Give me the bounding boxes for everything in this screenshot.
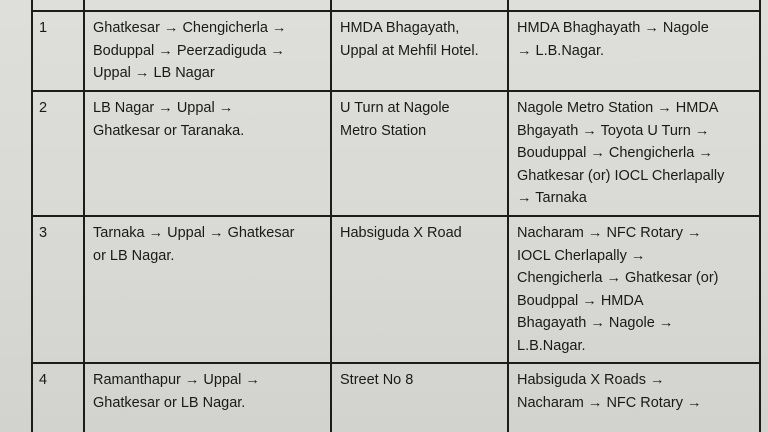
cell-line: or LB Nagar.: [93, 247, 175, 264]
cell-line: IOCL Cherlapally →: [517, 247, 646, 264]
cell-line: Chengicherla → Ghatkesar (or): [517, 270, 719, 286]
cell-line: → Tarnaka: [517, 190, 587, 206]
cell-line: Bhagayath → Nagole →: [517, 315, 674, 331]
table-row: [32, 363, 760, 432]
cell-line: Uppal → LB Nagar: [93, 65, 215, 81]
cell-line: Ghatkesar (or) IOCL Cherlapally: [517, 167, 725, 184]
cell-line: Tarnaka → Uppal → Ghatkesar: [93, 225, 295, 241]
row-number: 3: [32, 216, 84, 363]
header-cell-point: [331, 0, 508, 11]
cell-line: U Turn at Nagole: [340, 100, 450, 116]
route-cell: [508, 216, 760, 363]
point-cell: [331, 216, 508, 363]
vehicles-cell: [84, 11, 331, 91]
header-cell-vehicles: [84, 0, 331, 11]
cell-line: HMDA Bhagayath,: [340, 20, 460, 36]
cell-line: Nacharam → NFC Rotary →: [517, 394, 702, 411]
cell-line: Ghatkesar or LB Nagar.: [93, 394, 246, 411]
cell-line: Metro Station: [340, 122, 427, 139]
table-header-row: [32, 0, 760, 11]
cell-line: Boduppal → Peerzadiguda →: [93, 42, 285, 59]
row-number: 4: [32, 363, 84, 432]
row-number: 2: [32, 91, 84, 216]
point-cell: [331, 11, 508, 91]
row-number: 1: [32, 11, 84, 91]
cell-line: L.B.Nagar.: [517, 337, 586, 354]
table-row: [32, 11, 760, 91]
point-cell: [331, 363, 508, 432]
cell-line: → L.B.Nagar.: [517, 42, 605, 59]
vehicles-cell: [84, 363, 331, 432]
table-row: [32, 216, 760, 363]
vehicles-cell: [84, 91, 331, 216]
route-cell: [508, 91, 760, 216]
cell-line: Ghatkesar → Chengicherla →: [93, 20, 287, 36]
cell-line: HMDA Bhaghayath → Nagole: [517, 20, 709, 36]
point-cell: [331, 91, 508, 216]
header-cell-route: [508, 0, 760, 11]
cell-line: LB Nagar → Uppal →: [93, 100, 234, 116]
header-cell-sno: [32, 0, 84, 11]
route-cell: [508, 11, 760, 91]
cell-line: Ghatkesar or Taranaka.: [93, 122, 245, 139]
table-row: [32, 91, 760, 216]
vehicles-cell: [84, 216, 331, 363]
cell-line: Boudppal → HMDA: [517, 292, 644, 309]
cell-line: Habsiguda X Road: [340, 225, 462, 241]
cell-line: Ramanthapur → Uppal →: [93, 372, 260, 388]
cell-line: Bhgayath → Toyota U Turn →: [517, 122, 710, 139]
cell-line: Street No 8: [340, 372, 414, 388]
cell-line: Nagole Metro Station → HMDA: [517, 100, 719, 116]
cell-line: Bouduppal → Chengicherla →: [517, 145, 713, 161]
cell-line: Habsiguda X Roads →: [517, 372, 665, 388]
traffic-diversion-table: [31, 0, 761, 432]
cell-line: Uppal at Mehfil Hotel.: [340, 42, 479, 59]
route-cell: [508, 363, 760, 432]
cell-line: Nacharam → NFC Rotary →: [517, 225, 702, 241]
